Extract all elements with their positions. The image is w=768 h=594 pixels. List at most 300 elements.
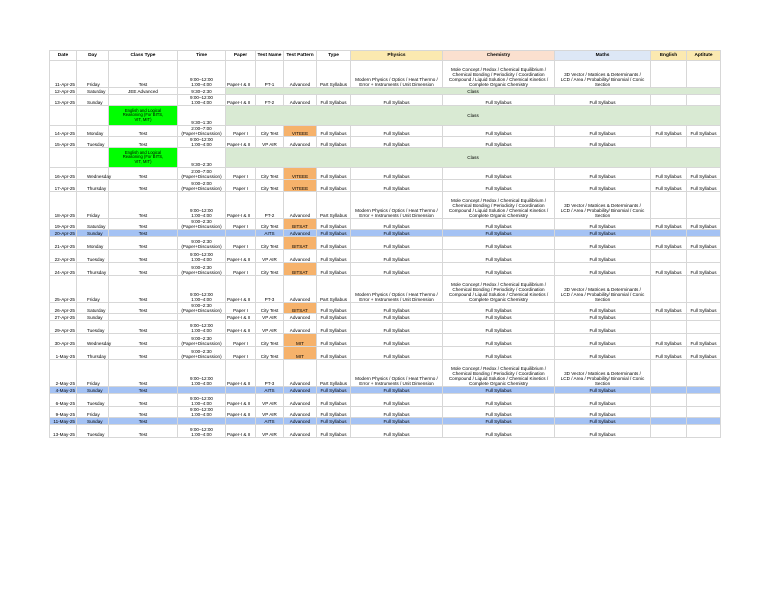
- cell-maths: 3D Vector / Matrices & Determinants / LCD / Area / Probability/ Binomial / Conic Section: [555, 276, 651, 303]
- cell-chemistry: Full Syllabus: [443, 95, 555, 106]
- cell-chemistry: Mole Concept / Redox / Chemical Equilibrium / Chemical Bonding / Periodicity / Coordination Compound / Liquid Solution / Chemical Kinetics / Complete Organic Chemistry: [443, 276, 555, 303]
- cell-paper: Paper-I & II: [226, 321, 256, 334]
- cell-day: Thursday: [77, 180, 109, 192]
- cell-type: Full Syllabus: [317, 321, 351, 334]
- cell-paper: Paper-I & II: [226, 95, 256, 106]
- cell-date: 13-May-25: [50, 425, 77, 438]
- cell-time: 9:30–2:30: [178, 88, 226, 95]
- cell-day: Sunday: [77, 314, 109, 321]
- cell-paper: Paper-I & II: [226, 394, 256, 407]
- cell-day: Tuesday: [77, 137, 109, 148]
- cell-maths: Full Syllabus: [555, 137, 651, 148]
- cell-maths: Full Syllabus: [555, 334, 651, 347]
- table-row: [50, 250, 721, 263]
- cell-paper: [226, 418, 256, 425]
- header-row: [50, 51, 721, 61]
- cell-maths: 3D Vector / Matrices & Determinants / LCD / Area / Probability/ Binomial / Conic Section: [555, 61, 651, 88]
- cell-type: Full Syllabus: [317, 314, 351, 321]
- cell-aptitute: [687, 387, 721, 394]
- cell-time: 9:00–12:00 1:00–4:00: [178, 407, 226, 418]
- header-date: Date: [50, 51, 77, 61]
- cell-physics: Full Syllabus: [351, 303, 443, 314]
- cell-chemistry: Full Syllabus: [443, 126, 555, 137]
- cell-date: 27-Apr-25: [50, 314, 77, 321]
- cell-date: 6-May-25: [50, 394, 77, 407]
- cell-day: Tuesday: [77, 321, 109, 334]
- header-class-type: Class Type: [109, 51, 178, 61]
- cell-date: 1-May-25: [50, 347, 77, 360]
- cell-maths: Full Syllabus: [555, 263, 651, 276]
- cell-maths: Full Syllabus: [555, 250, 651, 263]
- cell-day: Tuesday: [77, 425, 109, 438]
- cell-test-pattern: Advanced: [284, 314, 317, 321]
- cell-paper: Paper I: [226, 237, 256, 250]
- cell-english: [651, 394, 687, 407]
- cell-test-pattern: MIT: [284, 347, 317, 360]
- cell-day: Friday: [77, 276, 109, 303]
- schedule-sheet: [49, 50, 720, 438]
- cell-test-name: City Test: [256, 334, 284, 347]
- cell-class-type: Test: [109, 425, 178, 438]
- cell-chemistry: Full Syllabus: [443, 334, 555, 347]
- cell-physics: Modern Physics / Optics / Heat Thermo / Error + Instruments / Unit Dimension: [351, 360, 443, 387]
- table-row: [50, 276, 721, 303]
- cell-class-type: Test: [109, 219, 178, 230]
- cell-test-name: PT-3: [256, 360, 284, 387]
- cell-type: Part Syllabus: [317, 360, 351, 387]
- table-row: [50, 168, 721, 180]
- cell-physics: Modern Physics / Optics / Heat Thermo / Error + Instruments / Unit Dimension: [351, 192, 443, 219]
- cell-test-pattern: BITSAT: [284, 219, 317, 230]
- cell-class-type: Test: [109, 347, 178, 360]
- cell-class-type: Test: [109, 394, 178, 407]
- cell-chemistry: Full Syllabus: [443, 263, 555, 276]
- header-aptitute: Aptitute: [687, 51, 721, 61]
- cell-maths: Full Syllabus: [555, 237, 651, 250]
- cell-date: 13-Apr-25: [50, 95, 77, 106]
- cell-chemistry: Full Syllabus: [443, 180, 555, 192]
- cell-chemistry: Full Syllabus: [443, 394, 555, 407]
- cell-physics: Full Syllabus: [351, 347, 443, 360]
- cell-test-name: VP AIR: [256, 314, 284, 321]
- cell-day: Thursday: [77, 263, 109, 276]
- cell-test-pattern: Advanced: [284, 387, 317, 394]
- cell-class-type: Test: [109, 334, 178, 347]
- table-row: [50, 360, 721, 387]
- cell-day: Wednesday: [77, 168, 109, 180]
- cell-chemistry: Full Syllabus: [443, 230, 555, 237]
- cell-paper: Paper I: [226, 263, 256, 276]
- cell-test-pattern: Advanced: [284, 425, 317, 438]
- cell-aptitute: [687, 394, 721, 407]
- cell-paper: Paper I: [226, 219, 256, 230]
- cell-day: Friday: [77, 360, 109, 387]
- cell-paper: Paper I: [226, 126, 256, 137]
- cell-class-type: Test: [109, 387, 178, 394]
- cell-physics: Full Syllabus: [351, 387, 443, 394]
- cell-type: Full Syllabus: [317, 95, 351, 106]
- table-row: [50, 387, 721, 394]
- cell-chemistry: Full Syllabus: [443, 425, 555, 438]
- cell-test-name: VP AIR: [256, 394, 284, 407]
- cell-date: 16-Apr-25: [50, 168, 77, 180]
- cell-class-type: Test: [109, 126, 178, 137]
- cell-test-name: PT-2: [256, 192, 284, 219]
- cell-maths: Full Syllabus: [555, 394, 651, 407]
- cell-maths: Full Syllabus: [555, 126, 651, 137]
- cell-time: [178, 418, 226, 425]
- cell-physics: Full Syllabus: [351, 230, 443, 237]
- cell-type: Full Syllabus: [317, 126, 351, 137]
- cell-date: 19-Apr-25: [50, 219, 77, 230]
- cell-test-pattern: BITSAT: [284, 237, 317, 250]
- cell-time: 9:00–2:30 (Paper+Discussion): [178, 263, 226, 276]
- class-band: Class: [226, 88, 721, 95]
- class-row: [50, 88, 721, 95]
- cell-test-pattern: Advanced: [284, 394, 317, 407]
- cell-physics: Full Syllabus: [351, 263, 443, 276]
- cell-type: Full Syllabus: [317, 334, 351, 347]
- cell-time: [178, 387, 226, 394]
- cell-type: Full Syllabus: [317, 230, 351, 237]
- cell-physics: Modern Physics / Optics / Heat Thermo / Error + Instruments / Unit Dimension: [351, 276, 443, 303]
- cell-aptitute: Full Syllabus: [687, 303, 721, 314]
- cell-paper: Paper-I & II: [226, 61, 256, 88]
- cell-aptitute: [687, 192, 721, 219]
- cell-physics: Full Syllabus: [351, 237, 443, 250]
- cell-english: [651, 192, 687, 219]
- table-row: [50, 347, 721, 360]
- cell-aptitute: [687, 360, 721, 387]
- cell-day: Friday: [77, 61, 109, 88]
- cell-date: 4-May-25: [50, 387, 77, 394]
- cell-time: 9:00–12:00 1:00–4:00: [178, 192, 226, 219]
- cell-class-type: Test: [109, 180, 178, 192]
- cell-type: Full Syllabus: [317, 219, 351, 230]
- cell-paper: Paper-I & II: [226, 360, 256, 387]
- header-maths: Maths: [555, 51, 651, 61]
- cell-aptitute: Full Syllabus: [687, 237, 721, 250]
- cell-test-name: AITS: [256, 387, 284, 394]
- table-row: [50, 192, 721, 219]
- cell-physics: Full Syllabus: [351, 168, 443, 180]
- cell-test-pattern: BITSAT: [284, 263, 317, 276]
- cell-date: 20-Apr-25: [50, 230, 77, 237]
- table-row: [50, 230, 721, 237]
- table-row: [50, 61, 721, 88]
- cell-english: [651, 314, 687, 321]
- cell-physics: Full Syllabus: [351, 219, 443, 230]
- cell-type: Full Syllabus: [317, 418, 351, 425]
- cell-chemistry: Full Syllabus: [443, 219, 555, 230]
- cell-type: Full Syllabus: [317, 347, 351, 360]
- cell-physics: Full Syllabus: [351, 394, 443, 407]
- cell-aptitute: Full Syllabus: [687, 334, 721, 347]
- cell-test-pattern: Advanced: [284, 321, 317, 334]
- cell-time: 9:00–2:30 (Paper+Discussion): [178, 219, 226, 230]
- table-row: [50, 394, 721, 407]
- cell-test-pattern: Advanced: [284, 418, 317, 425]
- cell-day: Saturday: [77, 219, 109, 230]
- cell-time: 9:30–2:30: [178, 148, 226, 168]
- cell-class-type: Test: [109, 230, 178, 237]
- cell-class-type: Test: [109, 250, 178, 263]
- cell-date: 29-Apr-25: [50, 321, 77, 334]
- cell-english: Full Syllabus: [651, 334, 687, 347]
- cell-aptitute: Full Syllabus: [687, 180, 721, 192]
- cell-test-name: City Test: [256, 168, 284, 180]
- cell-physics: Full Syllabus: [351, 321, 443, 334]
- cell-english: [651, 276, 687, 303]
- cell-english: Full Syllabus: [651, 219, 687, 230]
- cell-test-pattern: BITSAT: [284, 303, 317, 314]
- cell-time: 9:00–12:00 1:00–4:00: [178, 360, 226, 387]
- cell-class-type: Test: [109, 237, 178, 250]
- schedule-table: [49, 50, 721, 438]
- table-row: [50, 314, 721, 321]
- table-row: [50, 137, 721, 148]
- cell-day: Friday: [77, 407, 109, 418]
- cell-test-name: City Test: [256, 219, 284, 230]
- cell-english: [651, 230, 687, 237]
- table-row: [50, 237, 721, 250]
- cell-time: 9:00–12:00 1:00–4:00: [178, 276, 226, 303]
- cell-english: [651, 321, 687, 334]
- cell-physics: Full Syllabus: [351, 418, 443, 425]
- cell-type: Full Syllabus: [317, 180, 351, 192]
- cell-type: Full Syllabus: [317, 250, 351, 263]
- cell-class-type: [109, 314, 178, 321]
- cell-paper: Paper-I & II: [226, 276, 256, 303]
- cell-test-name: FT-2: [256, 95, 284, 106]
- cell-aptitute: [687, 321, 721, 334]
- cell-chemistry: Full Syllabus: [443, 407, 555, 418]
- cell-time: 9:00–2:00 (Paper+Discussion): [178, 180, 226, 192]
- cell-chemistry: Full Syllabus: [443, 321, 555, 334]
- cell-class-type: Test: [109, 263, 178, 276]
- cell-english: Full Syllabus: [651, 263, 687, 276]
- cell-time: 9:00–2:30 (Paper+Discussion): [178, 347, 226, 360]
- cell-date: 11-Apr-25: [50, 61, 77, 88]
- cell-english: [651, 418, 687, 425]
- cell-class-type: Test: [109, 61, 178, 88]
- cell-date: 25-Apr-25: [50, 276, 77, 303]
- cell-test-name: VP AIR: [256, 137, 284, 148]
- cell-day: [77, 106, 109, 126]
- cell-maths: Full Syllabus: [555, 321, 651, 334]
- cell-test-name: PT-1: [256, 61, 284, 88]
- cell-chemistry: Full Syllabus: [443, 168, 555, 180]
- cell-class-type: JEE Advanced: [109, 88, 178, 95]
- cell-time: [178, 230, 226, 237]
- cell-time: 2:00–7:00 (Paper+Discussion): [178, 126, 226, 137]
- cell-date: 24-Apr-25: [50, 263, 77, 276]
- cell-aptitute: [687, 425, 721, 438]
- cell-test-name: City Test: [256, 180, 284, 192]
- cell-english: Full Syllabus: [651, 347, 687, 360]
- cell-type: Full Syllabus: [317, 137, 351, 148]
- cell-time: [178, 314, 226, 321]
- cell-date: 18-Apr-25: [50, 192, 77, 219]
- cell-date: 2-May-25: [50, 360, 77, 387]
- cell-maths: 3D Vector / Matrices & Determinants / LCD / Area / Probability/ Binomial / Conic Section: [555, 360, 651, 387]
- cell-test-pattern: VITEEE: [284, 126, 317, 137]
- cell-date: 12-Apr-25: [50, 88, 77, 95]
- cell-aptitute: [687, 418, 721, 425]
- cell-english: [651, 137, 687, 148]
- cell-chemistry: Full Syllabus: [443, 347, 555, 360]
- cell-date: 26-Apr-25: [50, 303, 77, 314]
- cell-type: Part Syllabus: [317, 276, 351, 303]
- cell-english: Full Syllabus: [651, 180, 687, 192]
- cell-physics: Full Syllabus: [351, 407, 443, 418]
- cell-test-name: VP AIR: [256, 250, 284, 263]
- table-row: [50, 126, 721, 137]
- cell-aptitute: [687, 407, 721, 418]
- cell-time: 9:00–12:00 1:00–4:00: [178, 137, 226, 148]
- table-row: [50, 407, 721, 418]
- cell-test-name: City Test: [256, 263, 284, 276]
- class-row: [50, 148, 721, 168]
- cell-paper: [226, 387, 256, 394]
- cell-paper: Paper-I & II: [226, 425, 256, 438]
- cell-test-pattern: Advanced: [284, 250, 317, 263]
- class-band: Class: [226, 148, 721, 168]
- cell-physics: Full Syllabus: [351, 180, 443, 192]
- cell-day: Tuesday: [77, 250, 109, 263]
- cell-time: 9:00–2:30 (Paper+Discussion): [178, 303, 226, 314]
- cell-chemistry: Mole Concept / Redox / Chemical Equilibrium / Chemical Bonding / Periodicity / Coordination Compound / Liquid Solution / Chemical Kinetics / Complete Organic Chemistry: [443, 360, 555, 387]
- cell-maths: Full Syllabus: [555, 425, 651, 438]
- cell-aptitute: Full Syllabus: [687, 126, 721, 137]
- table-row: [50, 180, 721, 192]
- cell-english: [651, 407, 687, 418]
- cell-test-name: City Test: [256, 303, 284, 314]
- cell-physics: Full Syllabus: [351, 137, 443, 148]
- cell-day: Monday: [77, 126, 109, 137]
- cell-aptitute: [687, 137, 721, 148]
- cell-paper: Paper-I & II: [226, 407, 256, 418]
- class-row: [50, 106, 721, 126]
- cell-physics: Full Syllabus: [351, 314, 443, 321]
- cell-class-type: Test: [109, 168, 178, 180]
- cell-time: 9:00–12:00 1:00–4:00: [178, 61, 226, 88]
- cell-test-name: AITS: [256, 418, 284, 425]
- cell-class-type: Test: [109, 137, 178, 148]
- cell-maths: 3D Vector / Matrices & Determinants / LCD / Area / Probability/ Binomial / Conic Section: [555, 192, 651, 219]
- cell-test-name: City Test: [256, 237, 284, 250]
- cell-aptitute: Full Syllabus: [687, 168, 721, 180]
- header-physics: Physics: [351, 51, 443, 61]
- cell-english: [651, 95, 687, 106]
- cell-chemistry: Full Syllabus: [443, 387, 555, 394]
- cell-aptitute: [687, 61, 721, 88]
- header-english: English: [651, 51, 687, 61]
- cell-class-type: Test: [109, 418, 178, 425]
- cell-aptitute: [687, 95, 721, 106]
- cell-maths: Full Syllabus: [555, 303, 651, 314]
- cell-test-name: VP AIR: [256, 425, 284, 438]
- cell-day: [77, 148, 109, 168]
- cell-type: Full Syllabus: [317, 237, 351, 250]
- cell-class-type: Test: [109, 192, 178, 219]
- cell-time: 9:30–1:30: [178, 106, 226, 126]
- cell-class-type: English and Logical Reasoning (For BITS, VIT, MIT): [109, 106, 178, 126]
- cell-paper: Paper I: [226, 168, 256, 180]
- cell-day: Monday: [77, 237, 109, 250]
- cell-type: Full Syllabus: [317, 303, 351, 314]
- table-row: [50, 219, 721, 230]
- cell-english: [651, 61, 687, 88]
- cell-test-pattern: Advanced: [284, 137, 317, 148]
- cell-english: [651, 250, 687, 263]
- cell-chemistry: Mole Concept / Redox / Chemical Equilibrium / Chemical Bonding / Periodicity / Coordination Compound / Liquid Solution / Chemical Kinetics / Complete Organic Chemistry: [443, 192, 555, 219]
- cell-maths: Full Syllabus: [555, 387, 651, 394]
- cell-class-type: Test: [109, 407, 178, 418]
- cell-time: 9:00–12:00 1:00–4:00: [178, 425, 226, 438]
- cell-aptitute: [687, 230, 721, 237]
- cell-chemistry: Mole Concept / Redox / Chemical Equilibrium / Chemical Bonding / Periodicity / Coordination Compound / Liquid Solution / Chemical Kinetics / Complete Organic Chemistry: [443, 61, 555, 88]
- cell-date: [50, 106, 77, 126]
- cell-test-name: City Test: [256, 126, 284, 137]
- cell-maths: Full Syllabus: [555, 347, 651, 360]
- cell-chemistry: Full Syllabus: [443, 250, 555, 263]
- cell-class-type: [109, 95, 178, 106]
- cell-test-name: VP AIR: [256, 407, 284, 418]
- cell-type: Full Syllabus: [317, 407, 351, 418]
- cell-english: Full Syllabus: [651, 168, 687, 180]
- cell-maths: Full Syllabus: [555, 418, 651, 425]
- cell-aptitute: [687, 314, 721, 321]
- cell-time: 9:00–12:00 1:00–4:00: [178, 321, 226, 334]
- cell-maths: Full Syllabus: [555, 219, 651, 230]
- cell-day: Wednesday: [77, 334, 109, 347]
- cell-english: Full Syllabus: [651, 237, 687, 250]
- cell-type: Full Syllabus: [317, 168, 351, 180]
- cell-type: Part Syllabus: [317, 192, 351, 219]
- cell-chemistry: Full Syllabus: [443, 237, 555, 250]
- cell-date: 17-Apr-25: [50, 180, 77, 192]
- cell-test-pattern: Advanced: [284, 276, 317, 303]
- cell-aptitute: [687, 250, 721, 263]
- cell-paper: Paper I: [226, 303, 256, 314]
- cell-type: Full Syllabus: [317, 425, 351, 438]
- cell-chemistry: Full Syllabus: [443, 418, 555, 425]
- cell-day: Sunday: [77, 95, 109, 106]
- cell-class-type: Test: [109, 303, 178, 314]
- cell-physics: Full Syllabus: [351, 334, 443, 347]
- cell-chemistry: Full Syllabus: [443, 303, 555, 314]
- class-band: Class: [226, 106, 721, 126]
- cell-maths: Full Syllabus: [555, 95, 651, 106]
- cell-physics: Modern Physics / Optics / Heat Thermo / Error + Instruments / Unit Dimension: [351, 61, 443, 88]
- cell-day: Sunday: [77, 387, 109, 394]
- cell-type: Full Syllabus: [317, 387, 351, 394]
- cell-time: 2:00–7:00 (Paper+Discussion): [178, 168, 226, 180]
- cell-class-type: Test: [109, 321, 178, 334]
- cell-test-name: AITS: [256, 230, 284, 237]
- cell-test-name: PT-3: [256, 276, 284, 303]
- cell-date: 14-Apr-25: [50, 126, 77, 137]
- cell-physics: Full Syllabus: [351, 126, 443, 137]
- cell-date: 15-Apr-25: [50, 137, 77, 148]
- table-row: [50, 425, 721, 438]
- header-type: Type: [317, 51, 351, 61]
- cell-date: 22-Apr-25: [50, 250, 77, 263]
- cell-day: Tuesday: [77, 394, 109, 407]
- cell-english: [651, 425, 687, 438]
- cell-class-type: Test: [109, 276, 178, 303]
